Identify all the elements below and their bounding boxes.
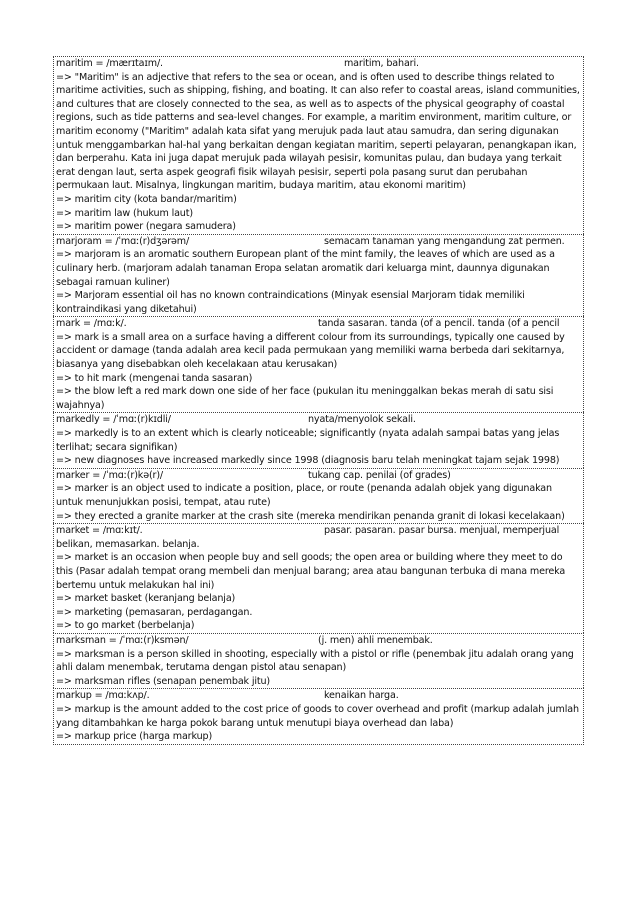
entry-line: => the blow left a red mark down one side of her face (pukulan itu meninggalkan bekas merah di satu sisi wajahnya) [56, 386, 554, 411]
entry-headline [56, 235, 581, 249]
dictionary-entry [53, 688, 584, 744]
entry-line: => marksman rifles (senapan penembak jitu) [56, 675, 271, 687]
entry-line: => markup price (harga markup) [56, 731, 213, 743]
entry-line: => market is an occasion when people buy and sell goods; the open area or building where they meet to do this (Pasar adalah tempat orang membeli dan menjual barang; area atau bangunan terbuka di mana mereka bertemu untuk melakukan hal ini) [56, 552, 566, 591]
entry-line: => maritim city (kota bandar/maritim) [56, 193, 237, 205]
entry-line: => markedly is to an extent which is clearly noticeable; significantly (nyata adalah sampai batas yang jelas terlihat; secara signifikan) [56, 428, 560, 453]
entry-headline [56, 413, 581, 427]
entry-translation: nyata/menyolok sekali. [308, 414, 416, 426]
entry-headline [56, 524, 581, 551]
dictionary-entry [53, 523, 584, 633]
entry-line: => "Maritim" is an adjective that refers to the sea or ocean, and is often used to describe things related to maritime activities, such as shipping, fishing, and boating. It can also refer to coastal areas, island communities, and cultures that are closely connected to the sea, as well as to aspects of the physical geography of coastal regions, such as tide patterns and sea-level changes. For example, a maritim environment, maritim culture, or maritim economy ("Maritim" adalah kata sifat yang merujuk pada laut atau samudra, dan sering digunakan untuk menggambarkan hal-hal yang berkaitan dengan kegiatan maritim, seperti pelayaran, penangkapan ikan, dan berperahu. Kata ini juga dapat merujuk pada wilayah pesisir, komunitas pulau, dan budaya yang terkait erat dengan laut, serta aspek geografi fisik wilayah pesisir, seperti pola pasang surut dan perubahan permukaan laut. Misalnya, lingkungan maritim, budaya maritim, atau ekonomi maritim) [56, 71, 580, 192]
entry-translation: semacam tanaman yang mengandung zat permen. [323, 235, 565, 247]
entry-translation: kenaikan harga. [323, 690, 399, 702]
entry-headline [56, 469, 581, 483]
entry-line: => new diagnoses have increased markedly since 1998 (diagnosis baru telah meningkat tajam sejak 1998) [56, 455, 560, 467]
entry-headline [56, 57, 581, 71]
entry-line: => Marjoram essential oil has no known contraindications (Minyak esensial Marjoram tidak memiliki kontraindikasi yang diketahui) [56, 290, 525, 315]
entry-headline [56, 317, 581, 331]
dictionary-entry [53, 468, 584, 523]
dictionary-entry [53, 633, 584, 688]
dictionary-entry [53, 234, 584, 317]
entry-translation: maritim, bahari. [343, 58, 419, 69]
entry-line: => markup is the amount added to the cost price of goods to cover overhead and profit (markup adalah jumlah yang ditambahkan ke harga pokok barang untuk menutupi biaya overhead dan laba) [56, 703, 579, 729]
entry-line: => maritim law (hukum laut) [56, 207, 193, 219]
entry-translation: (j. men) ahli menembak. [318, 634, 433, 646]
entry-headword: maritim = /mærɪtaɪm/. [56, 58, 163, 69]
entry-headword: mark = /mɑːk/. [56, 318, 127, 330]
entry-headline [56, 689, 581, 703]
dictionary-entry [53, 412, 584, 467]
entry-line: => marketing (pemasaran, perdagangan. [56, 606, 253, 618]
entry-line: => market basket (keranjang belanja) [56, 593, 236, 605]
entry-line: => marjoram is an aromatic southern European plant of the mint family, the leaves of which are used as a culinary herb. (marjoram adalah tanaman Eropa selatan aromatik dari keluarga mint, daunnya digunakan sebagai ramuan kuliner) [56, 249, 555, 288]
entry-headword: markedly = /ˈmɑː(r)kɪdli/ [56, 414, 171, 426]
entry-translation: tukang cap. penilai (of grades) [307, 469, 451, 481]
entry-headline [56, 634, 581, 648]
entry-translation: pasar. pasaran. pasar bursa. menjual, memperjual belikan, memasarkan. belanja. [56, 525, 560, 550]
entry-line: => maritim power (negara samudera) [56, 221, 236, 233]
entry-headword: market = /mɑːkɪt/. [56, 525, 143, 537]
entry-line: => mark is a small area on a surface having a different colour from its surroundings, typically one caused by accident or damage (tanda adalah area kecil pada permukaan yang memiliki warna berbeda dari sekitarnya, biasanya yang disebabkan oleh kecelakaan atau kerusakan) [56, 331, 565, 371]
entry-line: => marksman is a person skilled in shooting, especially with a pistol or rifle (penembak jitu adalah orang yang ahli dalam menembak, terutama dengan pistol atau senapan) [56, 648, 574, 674]
entry-headword: markup = /mɑːkʌp/. [56, 690, 150, 702]
entry-line: => to hit mark (mengenai tanda sasaran) [56, 372, 253, 384]
dictionary-entry [53, 56, 584, 234]
entry-headword: marksman = /ˈmɑː(r)ksmən/ [56, 634, 189, 646]
entry-headword: marjoram = /ˈmɑː(r)dʒərəm/ [56, 235, 190, 247]
dictionary-list [53, 56, 584, 745]
entry-line: => they erected a granite marker at the crash site (mereka mendirikan penanda granit di lokasi kecelakaan) [56, 510, 565, 522]
entry-line: => to go market (berbelanja) [56, 620, 195, 632]
entry-line: => marker is an object used to indicate a position, place, or route (penanda adalah objek yang digunakan untuk menunjukkan posisi, tempat, atau rute) [56, 483, 552, 508]
dictionary-entry [53, 316, 584, 412]
entry-translation: tanda sasaran. tanda (of a pencil. tanda (of a pencil [318, 318, 560, 330]
entry-headword: marker = /ˈmɑː(r)kə(r)/ [56, 469, 164, 481]
